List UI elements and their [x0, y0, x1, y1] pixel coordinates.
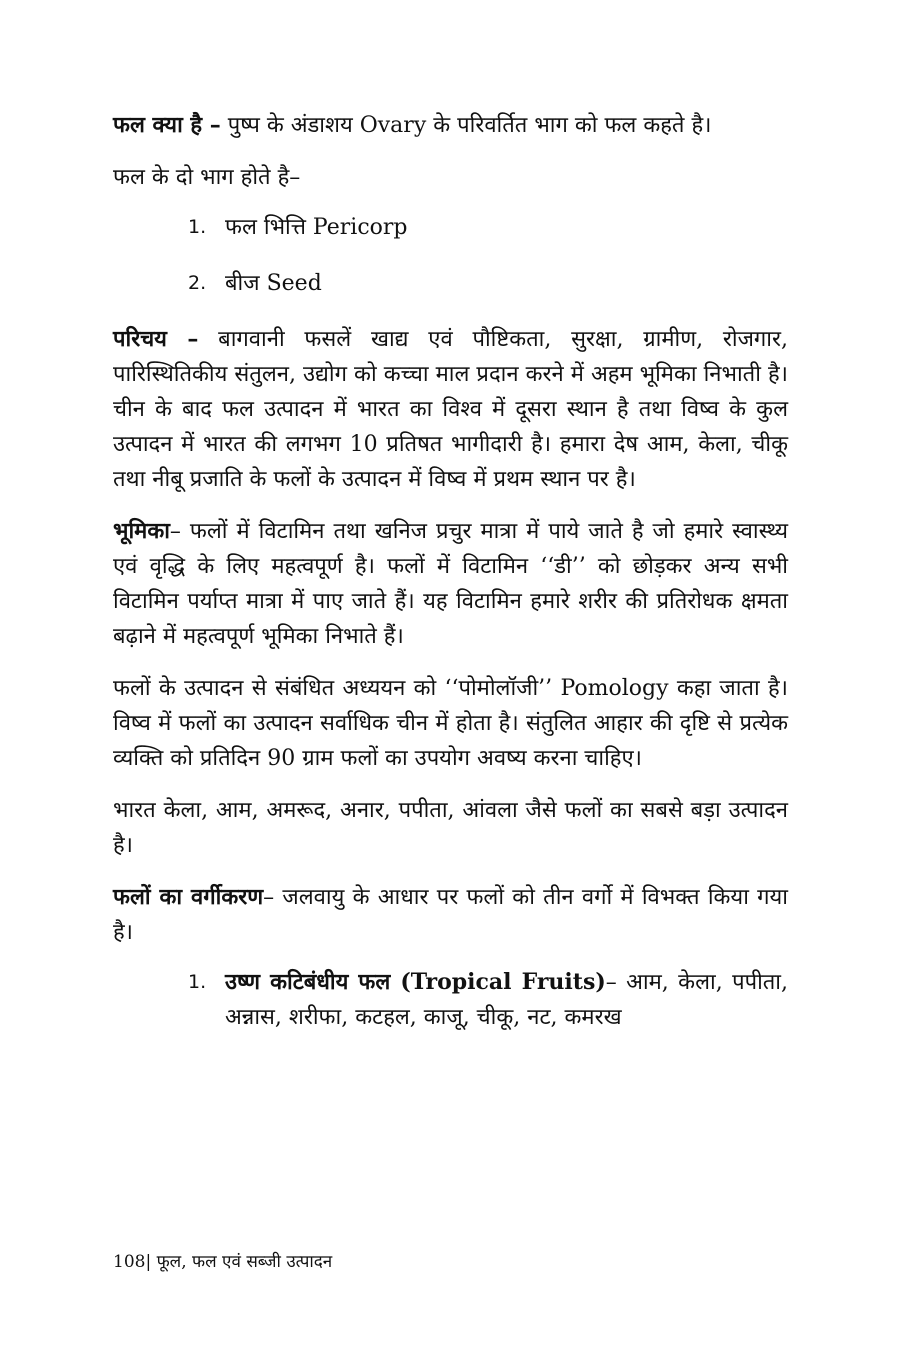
- paragraph-role: [113, 514, 788, 654]
- paragraph-india-production: [113, 793, 788, 863]
- classification-list: [113, 965, 788, 1035]
- page-body: [113, 108, 788, 1050]
- list-item: [113, 266, 788, 301]
- list-item-text: फल भित्ति Pericorp: [225, 215, 408, 240]
- heading-what-is-fruit: फल क्या है –: [113, 112, 221, 138]
- text-fruit-parts: फल के दो भाग होते है–: [113, 165, 301, 190]
- list-item-heading: उष्ण कटिबंधीय फल (Tropical Fruits): [225, 969, 606, 995]
- paragraph-pomology: [113, 671, 788, 776]
- text-introduction: बागवानी फसलें खाद्य एवं पौष्टिकता, सुरक्षा, ग्रामीण, रोजगार, पारिस्थितिकीय संतुलन, उद्योग को कच्चा माल प्रदान करने में अहम भूमिका निभाती है। चीन के बाद फल उत्पादन में भारत का विश्व में दूसरा स्थान है तथा विष्व के कुल उत्पादन में भारत की लगभग 10 प्रतिषत भागीदारी है। हमारा देष आम, केला, चीकू तथा नीबू प्रजाति के फलों के उत्पादन में विष्व में प्रथम स्थान पर है।: [113, 327, 788, 492]
- heading-introduction: परिचय –: [113, 326, 199, 352]
- list-item: [113, 965, 788, 1035]
- heading-classification: फलों का वर्गीकरण: [113, 884, 264, 910]
- text-role: – फलों में विटामिन तथा खनिज प्रचुर मात्रा में पाये जाते है जो हमारे स्वास्थ्य एवं वृद्धि के लिए महत्वपूर्ण है। फलों में विटामिन ‘‘डी’’ को छोड़कर अन्य सभी विटामिन पर्याप्त मात्रा में पाए जाते हैं। यह विटामिन हमारे शरीर की प्रतिरोधक क्षमता बढ़ाने में महत्वपूर्ण भूमिका निभाते हैं।: [113, 519, 788, 649]
- list-item: [113, 210, 788, 245]
- paragraph-introduction: [113, 322, 788, 497]
- text-classification: – जलवायु के आधार पर फलों को तीन वर्गो में विभक्त किया गया है।: [113, 885, 788, 945]
- list-item-text: बीज Seed: [225, 271, 322, 296]
- list-number: 2.: [188, 272, 207, 294]
- text-india-production: भारत केला, आम, अमरूद, अनार, पपीता, आंवला जैसे फलों का सबसे बड़ा उत्पादन है।: [113, 798, 788, 858]
- heading-role: भूमिका: [113, 518, 170, 544]
- page-footer: 108| फूल, फल एवं सब्जी उत्पादन: [113, 1252, 333, 1272]
- list-number: 1.: [188, 971, 207, 993]
- list-item-text: – आम, केला, पपीता, अन्नास, शरीफा, कटहल, काजू, चीकू, नट, कमरख: [225, 970, 788, 1030]
- paragraph-what-is-fruit: [113, 108, 788, 143]
- text-pomology: फलों के उत्पादन से संबंधित अध्ययन को ‘‘पोमोलॉजी’’ Pomology कहा जाता है। विष्व में फलों का उत्पादन सर्वाधिक चीन में होता है। संतुलित आहार की दृष्टि से प्रत्येक व्यक्ति को प्रतिदिन 90 ग्राम फलों का उपयोग अवष्य करना चाहिए।: [113, 676, 788, 771]
- paragraph-fruit-parts: [113, 160, 788, 195]
- paragraph-classification: [113, 880, 788, 950]
- list-number: 1.: [188, 216, 207, 238]
- text-what-is-fruit: पुष्प के अंडाशय Ovary के परिवर्तित भाग को फल कहते है।: [220, 113, 712, 138]
- fruit-parts-list: [113, 210, 788, 301]
